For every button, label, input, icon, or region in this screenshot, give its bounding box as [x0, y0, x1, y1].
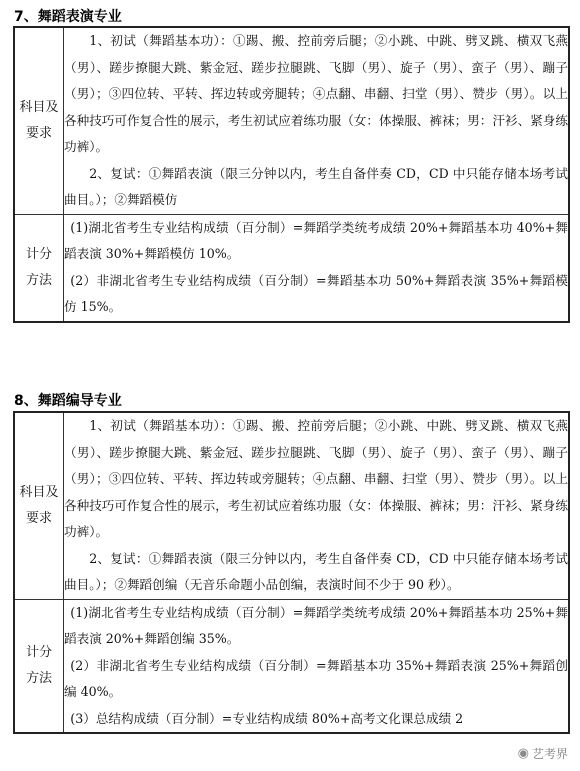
- retest-text: 2、复试：①舞蹈表演（限三分钟以内，考生自备伴奏 CD，CD 中只能存储本场考试曲目。）；②舞蹈模仿: [64, 165, 568, 207]
- scoring-content: [64, 214, 570, 322]
- scoring-label: 计分 方法: [14, 599, 64, 733]
- section-8-table: [13, 411, 570, 734]
- scoring-non-hubei-text: (2）非湖北省考生专业结构成绩（百分制）=舞蹈基本功 50%+舞蹈表演 35%+舞蹈模仿 15%。: [64, 272, 568, 314]
- section-8-scoring-row: [14, 599, 569, 733]
- requirements-content: [64, 27, 570, 214]
- section-7-title: 7、舞蹈表演专业: [14, 9, 122, 25]
- preliminary-exam-text: 1、初试（舞蹈基本功）：①踢、搬、控前旁后腿；②小跳、中跳、劈叉跳、横双飞燕（男）、蹉步撩腿大跳、紫金冠、蹉步拉腿跳、飞脚（男）、旋子（男）、蛮子（男）、蹦子（男）；③四位转、平转、挥边转或旁腿转；④点翻、串翻、扫堂（男）、赞步（男）。以上各种技巧可作复合性的展示，考生初试应着练功服（女：体操服、裤袜；男：汗衫、紧身练功裤）。: [64, 418, 568, 539]
- watermark-text: 艺考界: [531, 747, 568, 761]
- scoring-hubei-text: (1)湖北省考生专业结构成绩（百分制）=舞蹈学类统考成绩 20%+舞蹈基本功 40%+舞蹈表演 30%+舞蹈模仿 10%。: [64, 219, 568, 261]
- section-8-title: 8、舞蹈编导专业: [14, 393, 122, 409]
- watermark: [514, 744, 572, 763]
- scoring-label: 计分 方法: [14, 214, 64, 322]
- section-7-requirements-row: [14, 27, 569, 214]
- section-8-requirements-row: [14, 412, 569, 599]
- requirements-content: [64, 412, 570, 599]
- scoring-total-text: (3）总结构成绩（百分制）=专业结构成绩 80%+高考文化课总成绩 2: [70, 710, 464, 726]
- requirements-label: 科目及 要求: [14, 412, 64, 599]
- wechat-icon: ◉: [517, 746, 529, 761]
- preliminary-exam-text: 1、初试（舞蹈基本功）：①踢、搬、控前旁后腿；②小跳、中跳、劈叉跳、横双飞燕（男）、蹉步撩腿大跳、紫金冠、蹉步拉腿跳、飞脚（男）、旋子（男）、蛮子（男）、蹦子（男）；③四位转、平转、挥边转或旁腿转；④点翻、串翻、扫堂（男）、赞步（男）。以上各种技巧可作复合性的展示，考生初试应着练功服（女：体操服、裤袜；男：汗衫、紧身练功裤）。: [64, 33, 568, 154]
- retest-text: 2、复试：①舞蹈表演（限三分钟以内，考生自备伴奏 CD，CD 中只能存储本场考试曲目。）；②舞蹈创编（无音乐命题小品创编，表演时间不少于 90 秒）。: [64, 550, 568, 592]
- section-7-scoring-row: [14, 214, 569, 322]
- scoring-non-hubei-text: (2）非湖北省考生专业结构成绩（百分制）=舞蹈基本功 35%+舞蹈表演 25%+舞蹈创编 40%。: [64, 657, 568, 699]
- requirements-label: 科目及 要求: [14, 27, 64, 214]
- section-7-table: [13, 26, 570, 323]
- scoring-content: [64, 599, 570, 733]
- scoring-hubei-text: (1)湖北省考生专业结构成绩（百分制）=舞蹈学类统考成绩 20%+舞蹈基本功 25%+舞蹈表演 20%+舞蹈创编 35%。: [64, 604, 568, 646]
